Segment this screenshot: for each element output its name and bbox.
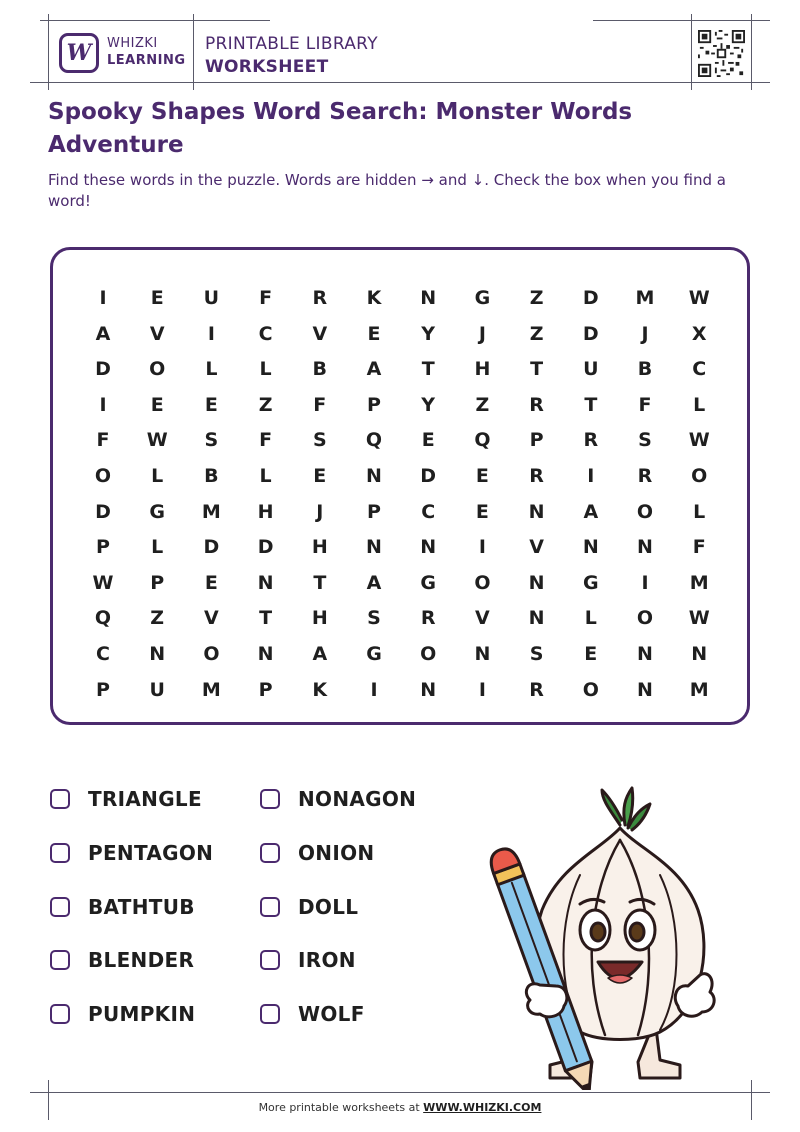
grid-letter[interactable]: R <box>529 465 544 487</box>
word-label: DOLL <box>298 894 359 919</box>
grid-letter[interactable]: Q <box>94 607 112 630</box>
grid-letter[interactable]: T <box>421 358 435 381</box>
word-checkbox[interactable] <box>50 1004 70 1024</box>
grid-letter[interactable]: I <box>587 465 595 487</box>
grid-letter[interactable]: I <box>370 678 378 701</box>
grid-letter[interactable]: D <box>95 358 111 381</box>
grid-letter[interactable]: I <box>99 287 107 309</box>
word-checkbox[interactable] <box>260 950 280 970</box>
grid-letter[interactable]: G <box>149 500 165 523</box>
grid-letter[interactable]: B <box>312 358 328 381</box>
grid-letter[interactable]: E <box>421 429 435 452</box>
grid-letter[interactable]: V <box>529 536 544 559</box>
grid-letter[interactable]: C <box>421 500 436 523</box>
grid-letter[interactable]: L <box>259 465 272 487</box>
grid-letter[interactable]: W <box>688 287 710 309</box>
grid-letter[interactable]: E <box>475 500 489 523</box>
grid-letter[interactable]: T <box>313 571 327 594</box>
grid-letter[interactable]: O <box>636 607 654 630</box>
word-search-grid <box>50 247 750 725</box>
grid-letter[interactable]: V <box>149 322 165 345</box>
grid-letter[interactable]: N <box>366 465 382 487</box>
frame-line <box>691 14 692 90</box>
grid-letter[interactable]: H <box>311 607 328 630</box>
grid-letter[interactable]: L <box>205 358 218 381</box>
grid-letter[interactable]: S <box>204 429 219 452</box>
grid-letter[interactable]: Z <box>529 287 544 309</box>
grid-letter[interactable]: F <box>259 429 273 452</box>
grid-letter[interactable]: J <box>316 500 324 523</box>
word-label: ONION <box>298 840 375 865</box>
word-list-item <box>260 838 374 868</box>
grid-letter[interactable]: Z <box>529 322 544 345</box>
grid-letter[interactable]: M <box>635 287 655 309</box>
grid-letter[interactable]: L <box>584 607 597 630</box>
grid-letter[interactable]: N <box>420 678 437 701</box>
grid-letter[interactable]: E <box>313 465 327 487</box>
grid-letter[interactable]: C <box>96 643 110 665</box>
word-label: TRIANGLE <box>88 787 202 811</box>
grid-letter[interactable]: D <box>582 322 599 345</box>
grid-letter[interactable]: W <box>688 429 710 452</box>
grid-letter[interactable]: R <box>637 465 653 487</box>
grid-letter[interactable]: E <box>204 393 218 416</box>
word-label: PUMPKIN <box>88 1002 196 1027</box>
grid-letter[interactable]: C <box>692 358 707 381</box>
word-label: IRON <box>298 948 356 973</box>
grid-letter[interactable]: U <box>149 678 165 701</box>
word-label: BLENDER <box>88 948 195 973</box>
grid-letter[interactable]: G <box>420 571 436 594</box>
grid-letter[interactable]: M <box>201 500 221 523</box>
grid-letter[interactable]: O <box>474 571 491 594</box>
grid-letter[interactable]: B <box>637 358 653 381</box>
grid-letter[interactable]: A <box>583 500 599 523</box>
grid-letter[interactable]: N <box>637 536 653 559</box>
grid-letter[interactable]: M <box>689 571 709 594</box>
grid-letter[interactable]: D <box>582 287 599 309</box>
grid-letter[interactable]: A <box>366 571 382 594</box>
grid-letter[interactable]: I <box>99 393 107 416</box>
word-label: WOLF <box>298 1002 365 1027</box>
grid-letter[interactable]: G <box>582 571 599 594</box>
frame-line <box>193 14 194 90</box>
grid-letter[interactable]: D <box>420 465 437 487</box>
grid-letter[interactable]: N <box>637 643 653 665</box>
grid-letter[interactable]: P <box>529 429 544 452</box>
grid-letter[interactable]: L <box>151 536 164 559</box>
grid-letter[interactable]: I <box>207 322 215 345</box>
grid-letter[interactable]: P <box>150 571 165 594</box>
grid-letter[interactable]: N <box>257 571 274 594</box>
brand-name: WHIZKI <box>107 36 158 51</box>
grid-letter[interactable]: O <box>420 643 437 665</box>
grid-letter[interactable]: O <box>691 465 708 487</box>
grid-letter[interactable]: D <box>257 536 274 559</box>
frame-line <box>751 1080 752 1120</box>
grid-letter[interactable]: R <box>312 287 328 309</box>
grid-letter[interactable]: N <box>420 287 437 309</box>
grid-letter[interactable]: N <box>528 500 545 523</box>
grid-letter[interactable]: A <box>95 322 111 345</box>
word-checkbox[interactable] <box>50 950 70 970</box>
grid-letter[interactable]: R <box>420 607 436 630</box>
grid-letter[interactable]: T <box>584 393 598 416</box>
grid-letter[interactable]: E <box>150 287 164 309</box>
frame-line <box>48 1080 49 1120</box>
grid-letter[interactable]: K <box>366 287 382 309</box>
grid-letter[interactable]: N <box>582 536 599 559</box>
grid-letter[interactable]: L <box>693 500 706 523</box>
grid-letter[interactable]: J <box>478 322 486 345</box>
grid-letter[interactable]: Q <box>474 429 491 452</box>
grid-letter[interactable]: V <box>312 322 328 345</box>
grid-letter[interactable]: I <box>641 571 649 594</box>
grid-letter[interactable]: I <box>478 536 486 559</box>
worksheet-label: WORKSHEET <box>205 57 329 77</box>
grid-letter[interactable]: F <box>692 536 706 559</box>
grid-letter[interactable]: N <box>366 536 382 559</box>
grid-letter[interactable]: W <box>92 571 114 594</box>
word-checkbox[interactable] <box>260 897 280 917</box>
grid-letter[interactable]: D <box>95 500 111 523</box>
word-list-item <box>260 945 356 975</box>
word-list-item <box>50 999 195 1029</box>
grid-letter[interactable]: O <box>636 500 654 523</box>
grid-letter[interactable]: P <box>96 536 110 559</box>
grid-letter[interactable]: H <box>257 500 274 523</box>
word-list-item <box>260 892 358 922</box>
frame-line <box>30 1092 770 1093</box>
grid-letter[interactable]: C <box>258 322 273 345</box>
frame-line <box>30 82 770 83</box>
word-list-item <box>50 945 194 975</box>
footer-link[interactable]: WWW.WHIZKI.COM <box>423 1101 542 1114</box>
grid-letter[interactable]: L <box>151 465 164 487</box>
grid-letter[interactable]: P <box>258 678 273 701</box>
grid-letter[interactable]: E <box>475 465 489 487</box>
grid-letter[interactable]: M <box>689 678 709 701</box>
instructions-text: Find these words in the puzzle. Words are hidden → and ↓. Check the box when you find a word! <box>48 171 726 210</box>
grid-letter[interactable]: F <box>638 393 652 416</box>
grid-letter[interactable]: R <box>529 678 544 701</box>
grid-letter[interactable]: O <box>203 643 220 665</box>
grid-letter[interactable]: H <box>311 536 328 559</box>
frame-line <box>593 20 770 21</box>
grid-letter[interactable]: H <box>474 358 491 381</box>
grid-letter[interactable]: N <box>257 643 274 665</box>
word-checkbox[interactable] <box>50 843 70 863</box>
grid-letter[interactable]: P <box>96 678 110 701</box>
word-label: BATHTUB <box>88 894 195 919</box>
grid-letter[interactable]: Z <box>150 607 165 630</box>
grid-letter[interactable]: W <box>688 607 710 630</box>
grid-letter[interactable]: A <box>312 643 328 665</box>
grid-letter[interactable]: G <box>474 287 491 309</box>
grid-letter[interactable]: Q <box>365 429 383 452</box>
grid-letter[interactable]: O <box>94 465 112 487</box>
grid-letter[interactable]: X <box>691 322 707 345</box>
grid-letter[interactable]: N <box>528 607 545 630</box>
worksheet-title: Spooky Shapes Word Search: Monster Words Adventure <box>48 99 633 158</box>
grid-letter[interactable]: T <box>259 607 273 630</box>
grid-letter[interactable]: E <box>204 571 218 594</box>
word-label: NONAGON <box>298 787 417 811</box>
word-list-item <box>50 838 213 868</box>
grid-letter[interactable]: N <box>149 643 166 665</box>
word-list-item <box>260 999 365 1029</box>
grid-letter[interactable]: P <box>367 500 381 523</box>
grid-letter[interactable]: Z <box>475 393 490 416</box>
grid-letter[interactable]: Z <box>258 393 273 416</box>
footer-text: More printable worksheets at <box>258 1101 424 1114</box>
grid-letter[interactable]: B <box>204 465 219 487</box>
grid-letter[interactable]: S <box>367 607 381 630</box>
grid-letter[interactable]: O <box>582 678 599 701</box>
grid-letter[interactable]: D <box>203 536 220 559</box>
grid-letter[interactable]: N <box>420 536 437 559</box>
grid-letter[interactable]: A <box>366 358 382 381</box>
word-checkbox[interactable] <box>260 843 280 863</box>
frame-line <box>751 14 752 90</box>
grid-letter[interactable]: P <box>367 393 381 416</box>
grid-letter[interactable]: I <box>478 678 486 701</box>
grid-letter[interactable]: T <box>530 358 544 381</box>
frame-line <box>40 20 270 21</box>
grid-letter[interactable]: R <box>529 393 544 416</box>
grid-letter[interactable]: F <box>259 287 273 309</box>
qr-code-icon <box>698 30 745 77</box>
library-label: PRINTABLE LIBRARY <box>205 34 378 54</box>
grid-letter[interactable]: N <box>637 678 653 701</box>
logo-icon <box>59 33 99 73</box>
grid-letter[interactable]: L <box>693 393 706 416</box>
grid-letter[interactable]: J <box>641 322 649 345</box>
garlic-mascot-icon <box>470 780 740 1090</box>
grid-letter[interactable]: V <box>204 607 219 630</box>
grid-letter[interactable]: Y <box>421 393 436 416</box>
grid-letter[interactable]: U <box>583 358 599 381</box>
grid-letter[interactable]: F <box>313 393 327 416</box>
frame-line <box>48 14 49 90</box>
logo-letter: W <box>66 40 92 66</box>
word-list-item <box>50 892 195 922</box>
grid-letter[interactable]: K <box>312 678 328 701</box>
grid-letter[interactable]: S <box>529 643 544 665</box>
grid-letter[interactable]: M <box>201 678 221 701</box>
word-checkbox[interactable] <box>50 897 70 917</box>
word-checkbox[interactable] <box>260 789 280 809</box>
grid-letter[interactable]: S <box>312 429 327 452</box>
grid-letter[interactable]: E <box>367 322 381 345</box>
grid-letter[interactable]: V <box>475 607 490 630</box>
grid-letter[interactable]: L <box>259 358 272 381</box>
grid-letter[interactable]: F <box>96 429 110 452</box>
brand-subname: LEARNING <box>107 53 186 68</box>
grid-letter[interactable]: S <box>638 429 652 452</box>
grid-letter[interactable]: E <box>150 393 164 416</box>
word-label: PENTAGON <box>88 840 214 865</box>
word-list-item <box>260 784 416 814</box>
grid-letter[interactable]: Y <box>421 322 436 345</box>
grid-letter[interactable]: N <box>528 571 545 594</box>
grid-letter[interactable]: G <box>366 643 382 665</box>
grid-letter[interactable]: W <box>146 429 168 452</box>
grid-letter[interactable]: R <box>583 429 599 452</box>
word-checkbox[interactable] <box>50 789 70 809</box>
footer <box>0 1101 800 1114</box>
grid-letter[interactable]: O <box>149 358 166 381</box>
word-list-item <box>50 784 202 814</box>
grid-letter[interactable]: N <box>691 643 708 665</box>
grid-letter[interactable]: E <box>584 643 598 665</box>
grid-letter[interactable]: U <box>203 287 220 309</box>
word-checkbox[interactable] <box>260 1004 280 1024</box>
grid-letter[interactable]: N <box>474 643 491 665</box>
